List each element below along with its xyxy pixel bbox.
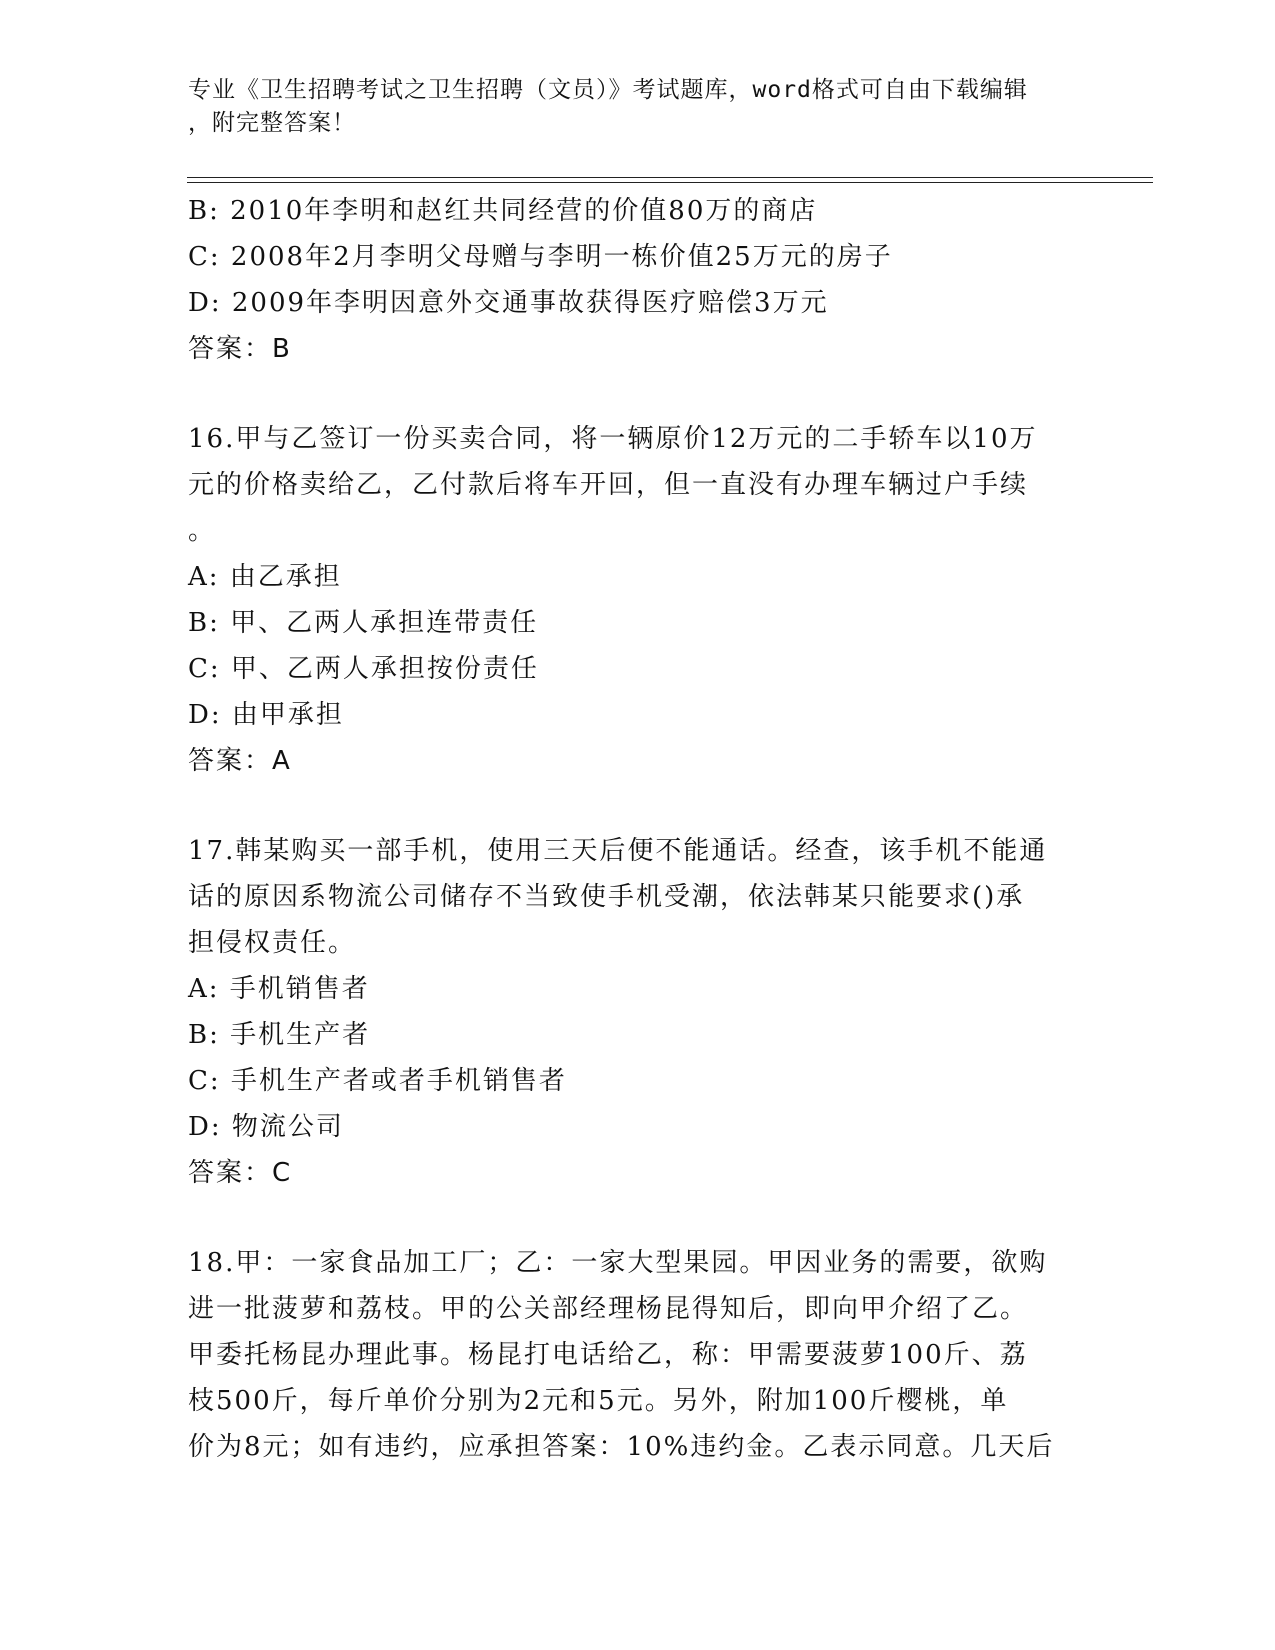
- question-list: [188, 188, 1088, 1470]
- question-text-line: 。: [188, 516, 217, 546]
- option-a: A: 由乙承担: [188, 562, 342, 592]
- spacer: [188, 784, 1088, 828]
- option-a: A: 手机销售者: [188, 974, 370, 1004]
- question-text-line: 18.甲：一家食品加工厂；乙：一家大型果园。甲因业务的需要，欲购: [188, 1248, 1048, 1278]
- spacer: [188, 372, 1088, 416]
- answer-line: 答案：B: [188, 334, 292, 364]
- question-text-line: 枝500斤，每斤单价分别为2元和5元。另外，附加100斤樱桃，单: [188, 1386, 1009, 1416]
- question-15: [188, 188, 1088, 372]
- document-header: [188, 74, 1068, 140]
- option-c: C: 甲、乙两人承担按份责任: [188, 654, 539, 684]
- option-b: B: 手机生产者: [188, 1020, 371, 1050]
- header-divider-top: [187, 177, 1153, 178]
- option-d: D: 2009年李明因意外交通事故获得医疗赔偿3万元: [188, 288, 829, 318]
- question-text-line: 进一批菠萝和荔枝。甲的公关部经理杨昆得知后，即向甲介绍了乙。: [188, 1294, 1029, 1324]
- question-text-line: 担侵权责任。: [188, 928, 357, 958]
- answer-line: 答案：C: [188, 1158, 293, 1188]
- question-text-line: 16.甲与乙签订一份买卖合同，将一辆原价12万元的二手轿车以10万: [188, 424, 1038, 454]
- question-17: [188, 828, 1088, 1196]
- option-b: B: 甲、乙两人承担连带责任: [188, 608, 539, 638]
- question-text-line: 甲委托杨昆办理此事。杨昆打电话给乙，称：甲需要菠萝100斤、荔: [188, 1340, 1028, 1370]
- spacer: [188, 1196, 1088, 1240]
- option-d: D: 由甲承担: [188, 700, 344, 730]
- option-b: B: 2010年李明和赵红共同经营的价值80万的商店: [188, 196, 818, 226]
- option-d: D: 物流公司: [188, 1112, 344, 1142]
- question-text-line: 话的原因系物流公司储存不当致使手机受潮，依法韩某只能要求()承: [188, 882, 1025, 912]
- answer-line: 答案：A: [188, 746, 292, 776]
- question-text-line: 价为8元；如有违约，应承担答案：10%违约金。乙表示同意。几天后: [188, 1432, 1055, 1462]
- question-18: [188, 1240, 1088, 1470]
- question-text-line: 17.韩某购买一部手机，使用三天后便不能通话。经查，该手机不能通: [188, 836, 1048, 866]
- option-c: C: 手机生产者或者手机销售者: [188, 1066, 567, 1096]
- header-line-1: 专业《卫生招聘考试之卫生招聘（文员）》考试题库，word格式可自由下载编辑: [188, 77, 1028, 103]
- question-text-line: 元的价格卖给乙，乙付款后将车开回，但一直没有办理车辆过户手续: [188, 470, 1029, 500]
- header-line-2: ，附完整答案！: [188, 110, 356, 136]
- question-16: [188, 416, 1088, 784]
- header-divider-bottom: [187, 182, 1153, 183]
- option-c: C: 2008年2月李明父母赠与李明一栋价值25万元的房子: [188, 242, 893, 272]
